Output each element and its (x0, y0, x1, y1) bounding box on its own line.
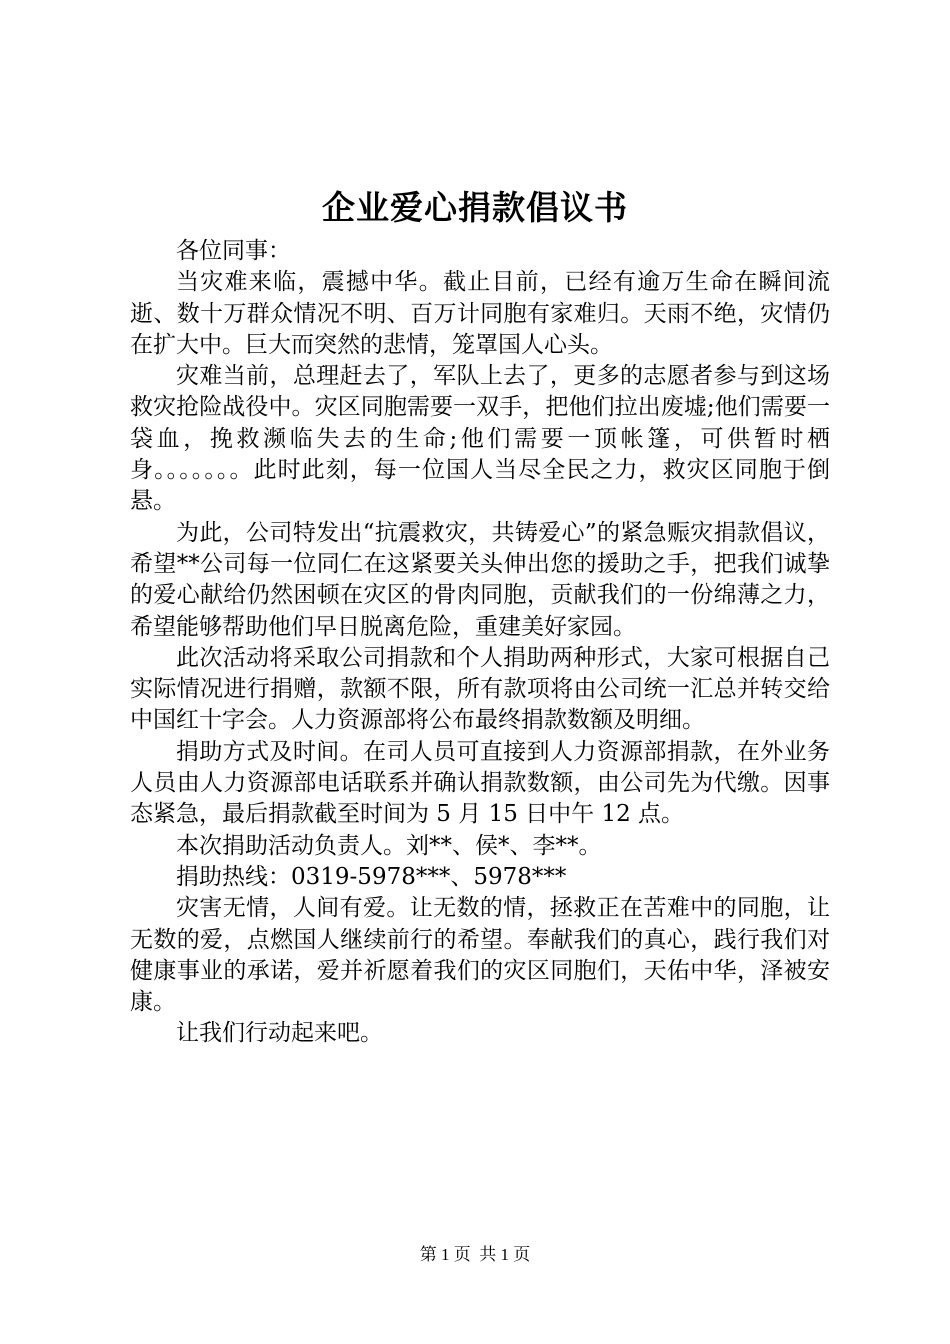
page-footer (0, 1243, 950, 1267)
paragraph-disaster: 当灾难来临，震撼中华。截止目前，已经有逾万生命在瞬间流逝、数十万群众情况不明、百万计同胞有家难归。天雨不绝，灾情仍在扩大中。巨大而突然的悲情，笼罩国人心头。 (130, 269, 830, 358)
paragraph-closing: 灾害无情，人间有爱。让无数的情，拯救正在苦难中的同胞，让无数的爱，点燃国人继续前行的希望。奉献我们的真心，践行我们对健康事业的承诺，爱并祈愿着我们的灾区同胞们，天佑中华，泽被安康。 (130, 895, 830, 1016)
document-body (130, 236, 830, 1050)
paragraph-call-to-action: 让我们行动起来吧。 (176, 1020, 383, 1047)
document-title: 企业爱心捐款倡议书 (322, 188, 628, 227)
paragraph-method: 捐助方式及时间。在司人员可直接到人力资源部捐款，在外业务人员由人力资源部电话联系并确认捐款数额，由公司先为代缴。因事态紧急，最后捐款截至时间为 5 月 15 日中午 12 点。 (130, 738, 830, 828)
paragraph-response: 灾难当前，总理赶去了，军队上去了，更多的志愿者参与到这场救灾抢险战役中。灾区同胞需要一双手，把他们拉出废墟;他们需要一袋血，挽救濒临失去的生命;他们需要一顶帐篷，可供暂时栖身。。。。。。。此时此刻，每一位国人当尽全民之力，救灾区同胞于倒悬。 (130, 363, 830, 515)
paragraph-appeal: 为此，公司特发出“抗震救灾，共铸爱心”的紧急赈灾捐款倡议，希望**公司每一位同仁在这紧要关头伸出您的援助之手，把我们诚挚的爱心献给仍然困顿在灾区的骨肉同胞，贡献我们的一份绵薄之力，希望能够帮助他们早日脱离危险，重建美好家园。 (130, 519, 830, 640)
page-number-label: 第 1 页 共 1 页 (419, 1245, 531, 1264)
paragraph-responsible: 本次捐助活动负责人。刘**、侯*、李**。 (176, 832, 602, 859)
paragraph-activity: 此次活动将采取公司捐款和个人捐助两种形式，大家可根据自己实际情况进行捐赠，款额不限，所有款项将由公司统一汇总并转交给中国红十字会。人力资源部将公布最终捐款数额及明细。 (130, 644, 830, 734)
paragraph-hotline: 捐助热线：0319-5978***、5978*** (176, 863, 567, 890)
salutation: 各位同事： (176, 238, 291, 264)
